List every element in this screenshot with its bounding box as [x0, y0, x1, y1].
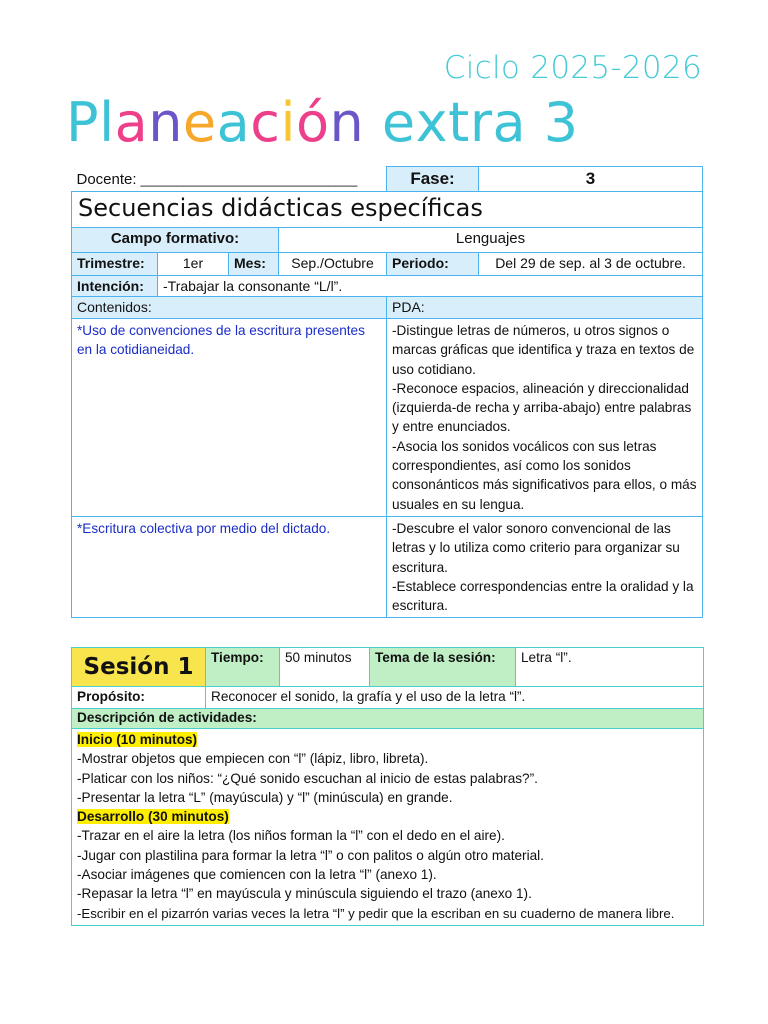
title-letter: x — [415, 91, 449, 154]
pda-2-line: -Establece correspondencias entre la oralidad y la — [392, 578, 694, 594]
proposito-label: Propósito: — [72, 687, 206, 709]
pda-1-line: y entre enunciados. — [392, 419, 511, 435]
campo-value: Lenguajes — [279, 228, 703, 253]
pda-1-line: uso cotidiano. — [392, 361, 476, 377]
contenido-1: *Uso de convenciones de la escritura presentes en la cotidianeidad. — [72, 319, 387, 517]
planning-table — [71, 166, 703, 618]
periodo-label: Periodo: — [387, 253, 479, 276]
campo-label: Campo formativo: — [72, 228, 279, 253]
intencion-label: Intención: — [72, 276, 158, 297]
title-letter: e — [381, 91, 416, 154]
activity-item: -Mostrar objetos que empiecen con “l” (lápiz, libro, libreta). — [77, 751, 429, 767]
pda-2-line: letras y lo utiliza como criterio para organizar su — [392, 540, 680, 556]
pda-2-line: -Descubre el valor sonoro convencional de las — [392, 520, 671, 536]
tiempo-value: 50 minutos — [280, 648, 370, 687]
docente-cell — [72, 167, 387, 192]
pda-1-line: marcas gráficas que identifica y traza en textos de — [392, 342, 695, 358]
pda-1-line: correspondientes, así como los sonidos — [392, 458, 631, 474]
pda-1-line: -Asocia los sonidos vocálicos con sus letras — [392, 438, 657, 454]
pda-2-line: escritura. — [392, 598, 448, 614]
proposito-value: Reconocer el sonido, la grafía y el uso de la letra “l”. — [206, 687, 704, 709]
title-letter: a — [114, 91, 149, 154]
desarrollo-heading: Desarrollo (30 minutos) — [77, 809, 229, 825]
fase-value: 3 — [479, 167, 703, 192]
pda-1-line: (izquierda-de recha y arriba-abajo) entre palabras — [392, 400, 692, 416]
title-letter: 3 — [543, 91, 579, 154]
tema-label: Tema de la sesión: — [370, 648, 516, 687]
session-table — [71, 647, 704, 926]
title-letter: n — [148, 91, 183, 154]
trimestre-label: Trimestre: — [72, 253, 158, 276]
tiempo-label: Tiempo: — [206, 648, 280, 687]
activity-item: -Repasar la letra “l” en mayúscula y minúscula siguiendo el trazo (anexo 1). — [77, 886, 532, 902]
activities — [72, 729, 704, 926]
activity-item: -Trazar en el aire la letra (los niños forman la “l” con el dedo en el aire). — [77, 828, 505, 844]
intencion-value: -Trabajar la consonante “L/l”. — [158, 276, 703, 297]
periodo-value: Del 29 de sep. al 3 de octubre. — [479, 253, 703, 276]
activity-item: -Platicar con los niños: “¿Qué sonido escuchan al inicio de estas palabras?”. — [77, 770, 538, 786]
mes-label: Mes: — [229, 253, 279, 276]
fase-label: Fase: — [387, 167, 479, 192]
title-letter — [364, 96, 382, 150]
title-letter — [526, 96, 544, 150]
page-title — [66, 91, 579, 154]
pda-1-line: consonánticos más significativos para ellos, o más — [392, 477, 697, 493]
activity-item: -Jugar con plastilina para formar la letra “l” o con palitos o algún otro material. — [77, 847, 544, 863]
title-letter: ó — [295, 91, 330, 154]
title-letter: l — [99, 91, 115, 154]
title-letter: n — [329, 91, 365, 154]
docente-line[interactable]: ______________________________ — [140, 171, 358, 187]
mes-value: Sep./Octubre — [279, 253, 387, 276]
pda-2-line: escritura. — [392, 559, 448, 575]
title-letter: a — [216, 91, 251, 154]
trimestre-value: 1er — [158, 253, 229, 276]
pda-1 — [387, 319, 703, 517]
inicio-heading: Inicio (10 minutos) — [77, 732, 198, 747]
section-title: Secuencias didácticas específicas — [72, 192, 703, 228]
title-letter: P — [66, 91, 100, 154]
title-letter: t — [448, 91, 470, 154]
pda-1-line: -Reconoce espacios, alineación y direccionalidad — [392, 380, 689, 396]
contenidos-label: Contenidos: — [72, 297, 387, 319]
title-letter: a — [492, 91, 527, 154]
title-letter: i — [280, 91, 296, 154]
title-letter: c — [250, 91, 281, 154]
pda-1-line: usuales en su lengua. — [392, 496, 525, 512]
cycle-label: Ciclo 2025-2026 — [443, 50, 702, 86]
descripcion-label: Descripción de actividades: — [72, 709, 704, 729]
docente-label: Docente: — [76, 170, 137, 188]
contenido-2: *Escritura colectiva por medio del dictado. — [72, 516, 387, 617]
activity-item: -Escribir en el pizarrón varias veces la letra “l” y pedir que la escriban en su cuaderno de manera libre. — [77, 905, 675, 921]
title-letter: r — [469, 91, 493, 154]
pda-2 — [387, 516, 703, 617]
pda-1-line: -Distingue letras de números, u otros signos o — [392, 323, 670, 338]
activity-item: -Presentar la letra “L” (mayúscula) y “l” (minúscula) en grande. — [77, 789, 453, 805]
title-letter: e — [182, 91, 217, 154]
activity-item: -Asociar imágenes que comiencen con la letra “l” (anexo 1). — [77, 867, 437, 883]
pda-label: PDA: — [387, 297, 703, 319]
session-title: Sesión 1 — [72, 648, 206, 687]
tema-value: Letra “l”. — [516, 648, 704, 687]
